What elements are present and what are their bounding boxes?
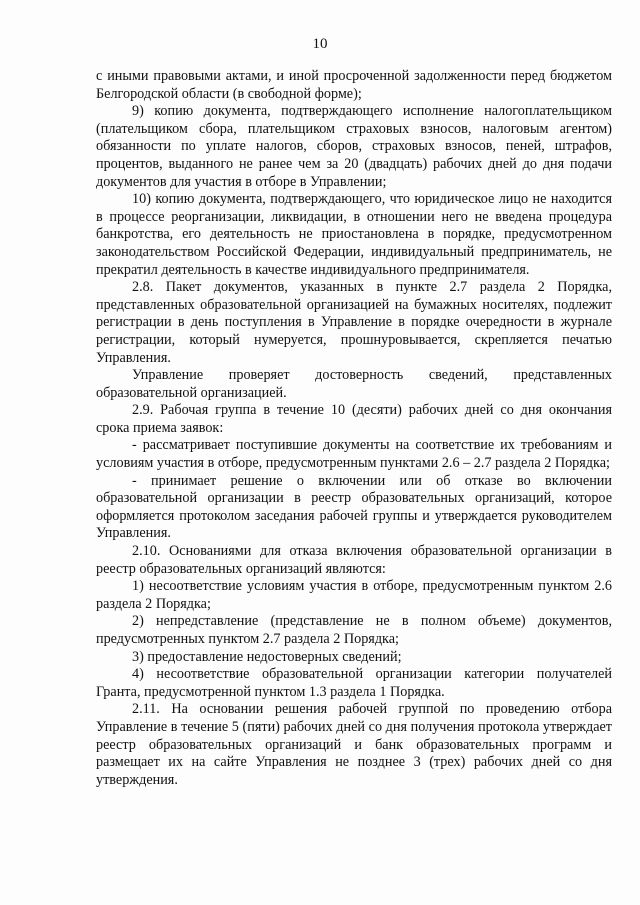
paragraph-2-10: 2.10. Основаниями для отказа включения образовательной организации в реестр образовательных организаций являются:	[96, 543, 612, 577]
paragraph-2-10-4: 4) несоответствие образовательной организации категории получателей Гранта, предусмотренной пунктом 1.3 раздела 1 Порядка.	[96, 666, 612, 700]
paragraph-2-8: 2.8. Пакет документов, указанных в пункте 2.7 раздела 2 Порядка, представленных образовательной организацией на бумажных носителях, подлежит регистрации в день поступления в Управление в порядке очередности в журнале регистрации, который нумеруется, прошнуровывается, скрепляется печатью Управления.	[96, 279, 612, 366]
paragraph-2-9-decision: - принимает решение о включении или об отказе во включении образовательной организации в реестр образовательных организаций, которое оформляется протоколом заседания рабочей группы и утверждается руководителем Управления.	[96, 472, 612, 542]
paragraph-2-10-3: 3) предоставление недостоверных сведений;	[132, 648, 402, 665]
paragraph-2-10-1: 1) несоответствие условиям участия в отборе, предусмотренным пунктом 2.6 раздела 2 Порядка;	[96, 578, 612, 612]
paragraph-2-9-review: - рассматривает поступившие документы на соответствие их требованиям и условиям участия в отборе, предусмотренным пунктами 2.6 – 2.7 раздела 2 Порядка;	[96, 437, 612, 472]
paragraph-item-10: 10) копию документа, подтверждающего, что юридическое лицо не находится в процессе реорганизации, ликвидации, в отношении него не введена процедура банкротства, его деятельность не приостановлена в порядке, предусмотренном законодательством Российской Федерации, индивидуальный предприниматель, не прекратил деятельность в качестве индивидуального предпринимателя.	[96, 191, 612, 278]
paragraph-item-9: 9) копию документа, подтверждающего исполнение налогоплательщиком (плательщиком сбора, плательщиком страховых взносов, налоговым агентом) обязанности по уплате налогов, сборов, страховых взносов, пеней, штрафов, процентов, выданного не ранее чем за 20 (двадцать) рабочих дней до дня подачи документов для участия в отборе в Управлении;	[96, 103, 612, 190]
document-body	[96, 68, 612, 789]
paragraph-2-11: 2.11. На основании решения рабочей группой по проведению отбора Управление в течение 5 (пяти) рабочих дней со дня получения протокола утверждает реестр образовательных организаций и банк образовательных программ и размещает их на сайте Управления не позднее 3 (трех) рабочих дней со дня утверждения.	[96, 701, 612, 788]
paragraph-continuation: с иными правовыми актами, и иной просроченной задолженности перед бюджетом Белгородской области (в свободной форме);	[96, 68, 612, 102]
paragraph-verification: Управление проверяет достоверность сведений, представленных образовательной организацией.	[96, 367, 612, 401]
paragraph-2-9: 2.9. Рабочая группа в течение 10 (десяти) рабочих дней со дня окончания срока приема заявок:	[96, 402, 612, 436]
page-number: 10	[312, 36, 328, 52]
paragraph-2-10-2: 2) непредставление (представление не в полном объеме) документов, предусмотренных пунктом 2.7 раздела 2 Порядка;	[96, 613, 612, 647]
